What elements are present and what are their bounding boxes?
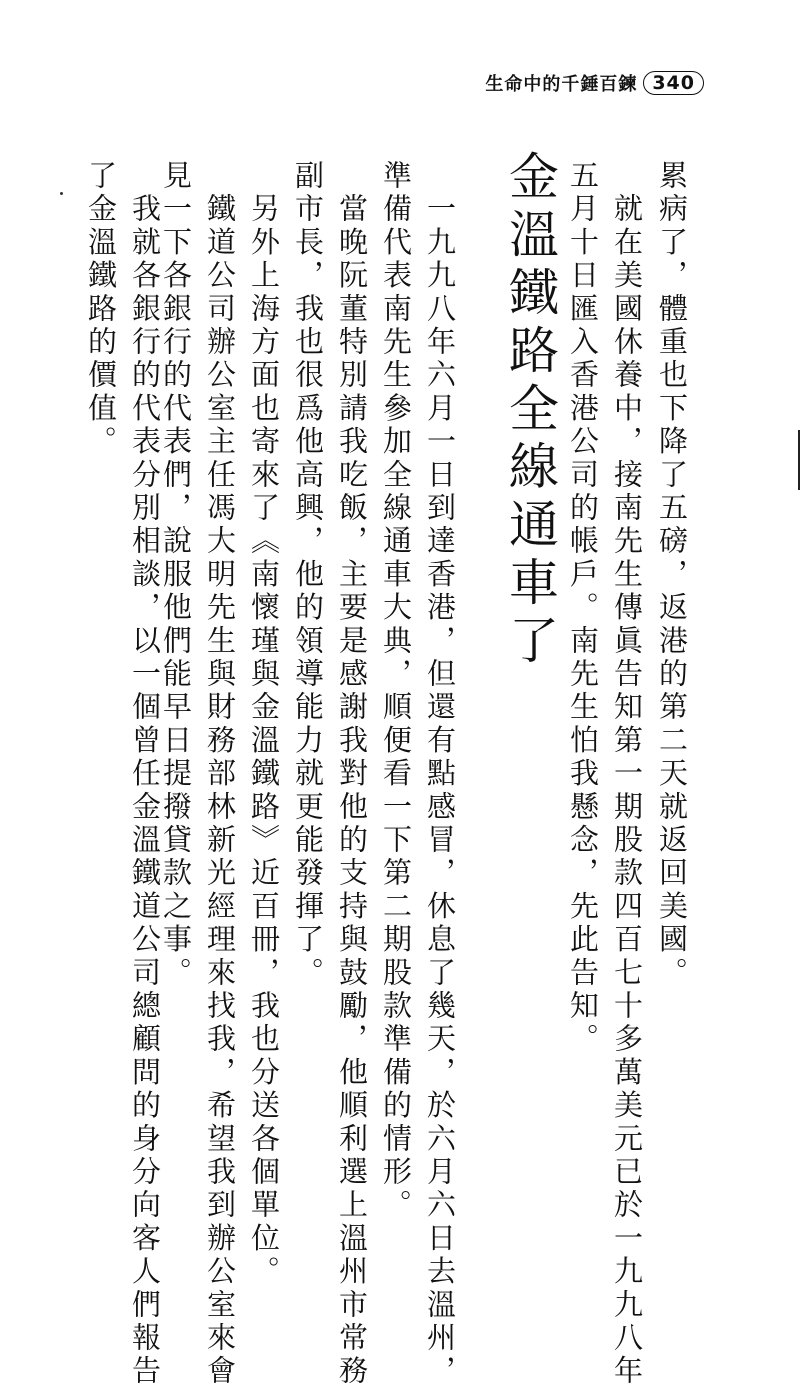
chapter-heading: 金溫鐵路全線通車了 <box>501 150 559 672</box>
text-column-12: 了金溫鐵路的價值。 <box>84 160 118 459</box>
scan-speck <box>60 192 63 195</box>
text-column-7: 副市長，我也很爲他高興，他的領導能力就更能發揮了。 <box>291 160 325 990</box>
page-number: 340 <box>643 71 704 95</box>
text-column-5: 準備代表南先生參加全線通車大典，順便看一下第二期股款準備的情形。 <box>379 160 413 1223</box>
text-column-8: 另外上海方面也寄來了《南懷瑾與金溫鐵路》近百冊，我也分送各個單位。 <box>247 160 281 1289</box>
text-column-4: 一九九八年六月一日到達香港，但還有點感冒，休息了幾天，於六月六日去溫州， <box>423 160 457 1388</box>
text-column-1: 累病了，體重也下降了五磅，返港的第二天就返回美國。 <box>655 160 689 990</box>
running-header <box>485 70 704 96</box>
text-column-11: 我就各銀行的代表分別相談，以一個曾任金溫鐵道公司總顧問的身分向客人們報告 <box>128 160 162 1388</box>
book-title: 生命中的千錘百鍊 <box>485 74 638 95</box>
text-column-2: 就在美國休養中，接南先生傳眞告知第一期股款四百七十多萬美元已於一九九八年 <box>610 160 644 1388</box>
text-column-3: 五月十日匯入香港公司的帳戶。南先生怕我懸念，先此告知。 <box>566 160 600 1057</box>
text-column-10: 見一下各銀行的代表們，說服他們能早日提撥貸款之事。 <box>159 160 193 990</box>
text-column-9: 鐵道公司辦公室主任馮大明先生與財務部林新光經理來找我，希望我到辦公室來會 <box>203 160 237 1388</box>
text-column-6: 當晚阮董特別請我吃飯，主要是感謝我對他的支持與鼓勵，他順利選上溫州市常務 <box>335 160 369 1388</box>
